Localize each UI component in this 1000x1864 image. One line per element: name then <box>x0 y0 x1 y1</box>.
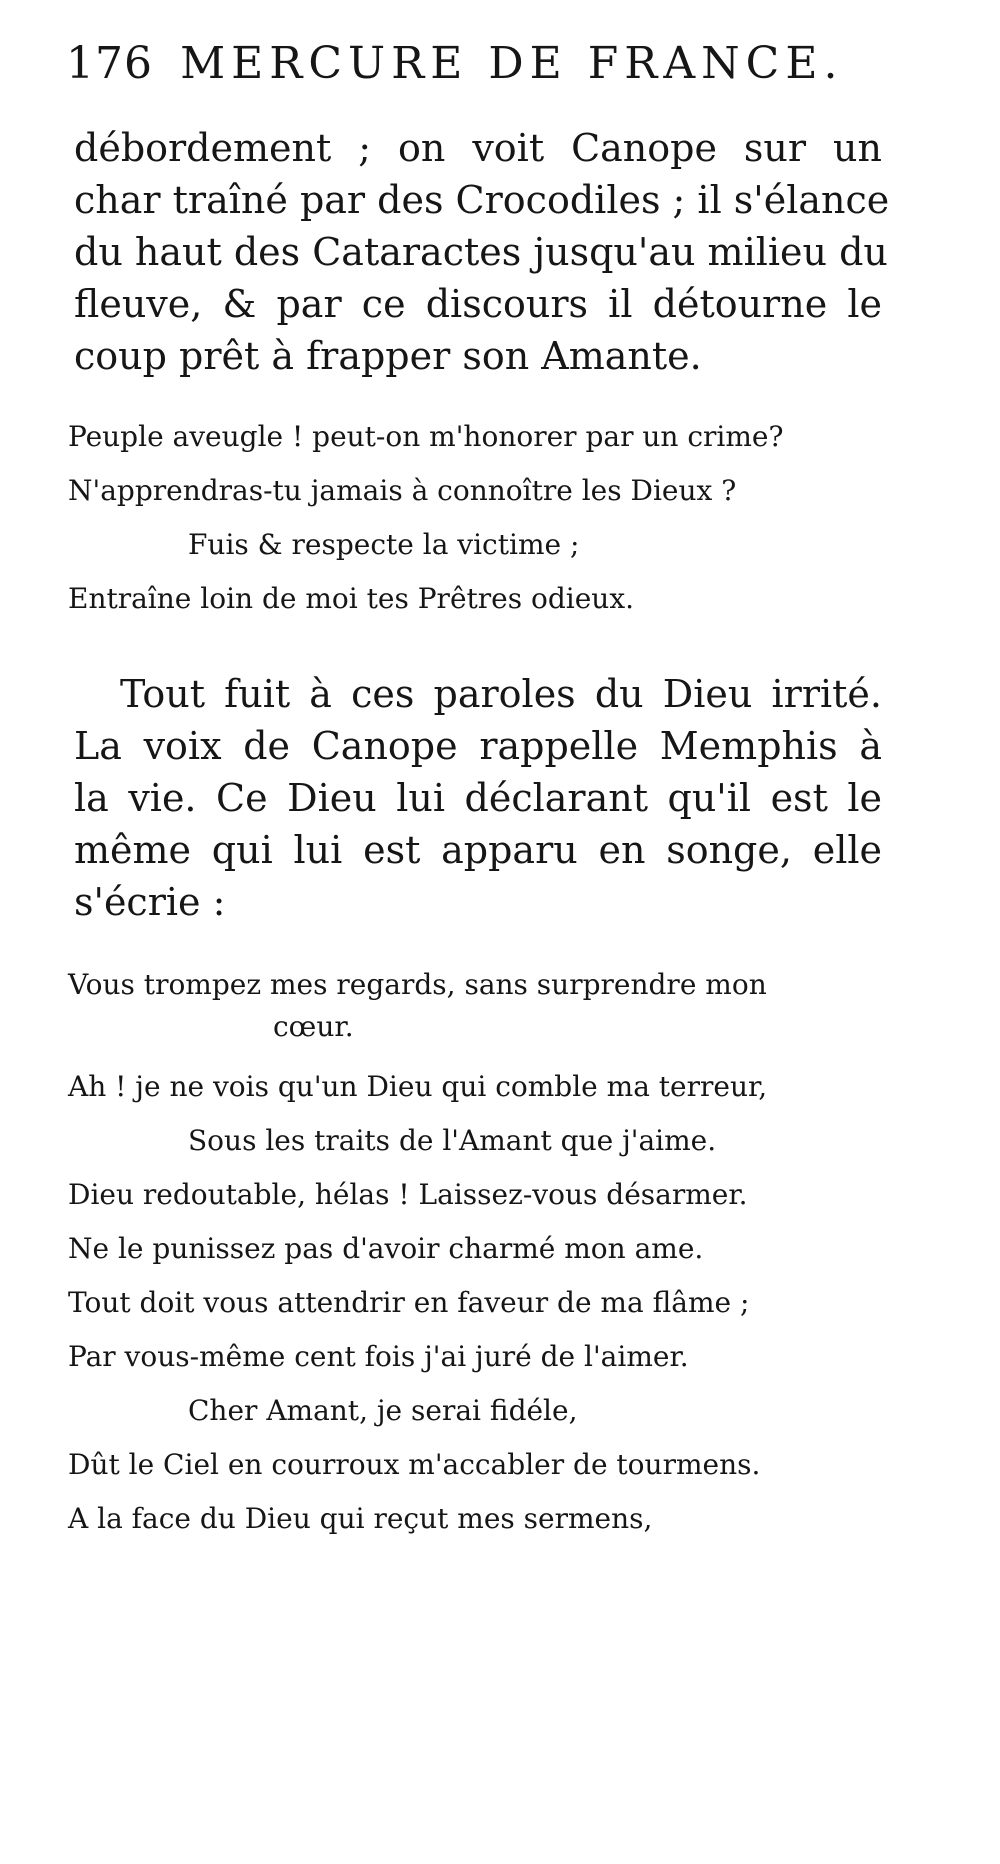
running-title: MERCURE DE FRANCE. <box>180 38 844 89</box>
verse-line: Sous les traits de l'Amant que j'aime. <box>188 1124 717 1157</box>
verse-line: Entraîne loin de moi tes Prêtres odieux. <box>68 582 635 615</box>
text-line: fleuve, & par ce discours il détourne le <box>74 282 882 326</box>
verse-line: Peuple aveugle ! peut-on m'honorer par un crime? <box>68 420 784 453</box>
verse-block-2 <box>68 958 888 1546</box>
verse-line: Dût le Ciel en courroux m'accabler de tourmens. <box>68 1448 761 1481</box>
verse-line: Dieu redoutable, hélas ! Laissez-vous désarmer. <box>68 1178 748 1211</box>
text-line: du haut des Cataractes jusqu'au milieu du <box>74 230 888 274</box>
page-header <box>66 38 866 89</box>
verse-line: Ah ! je ne vois qu'un Dieu qui comble ma terreur, <box>68 1070 768 1103</box>
page-number: 176 <box>66 38 153 89</box>
verse-line: N'apprendras-tu jamais à connoître les Dieux ? <box>68 474 737 507</box>
text-line: La voix de Canope rappelle Memphis à <box>74 724 882 768</box>
text-line: Tout fuit à ces paroles du Dieu irrité. <box>120 672 882 716</box>
verse-line: A la face du Dieu qui reçut mes sermens, <box>68 1502 653 1535</box>
verse-block-1 <box>68 410 888 626</box>
text-line: coup prêt à frapper son Amante. <box>74 334 702 378</box>
verse-line: Vous trompez mes regards, sans surprendre mon <box>68 968 767 1001</box>
verse-line: Fuis & respecte la victime ; <box>188 528 580 561</box>
prose-paragraph-1 <box>74 122 890 382</box>
verse-line-continuation: cœur. <box>273 1010 354 1043</box>
text-line: même qui lui est apparu en songe, elle <box>74 828 882 872</box>
verse-line: Cher Amant, je serai fidéle, <box>188 1394 578 1427</box>
prose-paragraph-2 <box>74 668 882 928</box>
text-line: char traîné par des Crocodiles ; il s'élance <box>74 178 890 222</box>
verse-line: Tout doit vous attendrir en faveur de ma flâme ; <box>68 1286 750 1319</box>
verse-line: Par vous-même cent fois j'ai juré de l'aimer. <box>68 1340 689 1373</box>
text-line: s'écrie : <box>74 880 226 924</box>
text-line: débordement ; on voit Canope sur un <box>74 126 882 170</box>
text-line: la vie. Ce Dieu lui déclarant qu'il est le <box>74 776 882 820</box>
verse-line: Ne le punissez pas d'avoir charmé mon ame. <box>68 1232 704 1265</box>
